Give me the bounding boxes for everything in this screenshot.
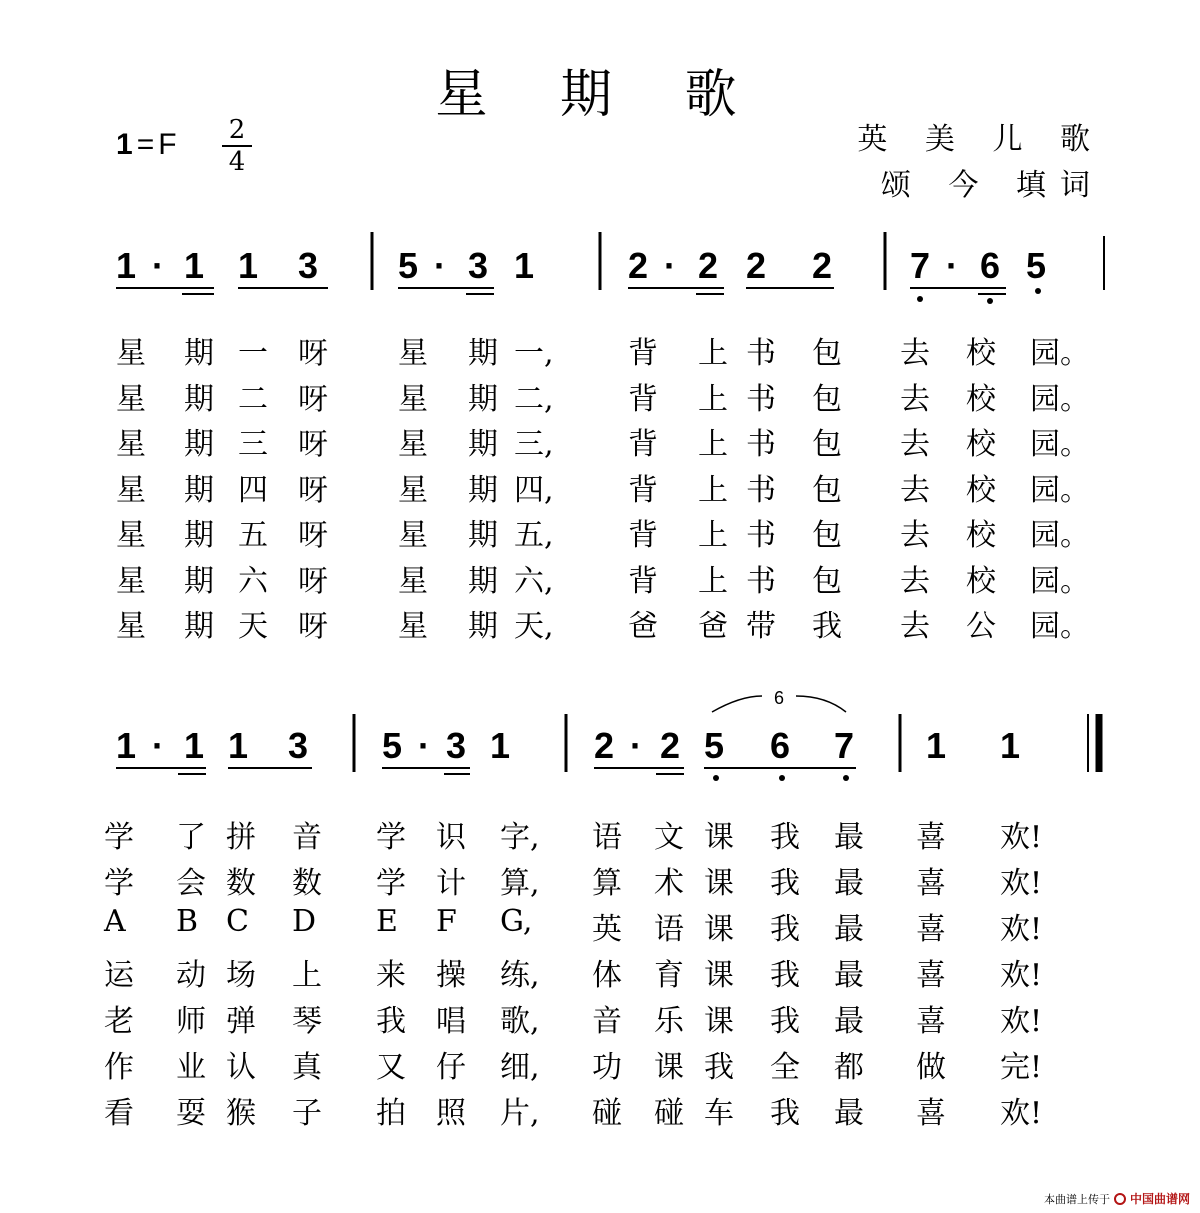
lyric-char: 音 (592, 1004, 622, 1039)
lyric-char: 三 (238, 427, 268, 462)
lyric-char: 语 (592, 820, 622, 855)
site-logo-text: 中国曲谱网 (1129, 1192, 1190, 1206)
lyric-char: 动 (176, 958, 206, 993)
note: 1 (116, 245, 137, 286)
lyric-char: 业 (176, 1050, 206, 1085)
lyric-char: 我 (376, 1004, 406, 1039)
footer (1044, 1190, 1190, 1207)
lyric-char: 喜 (916, 1004, 946, 1039)
lyric-char: 呀 (298, 336, 328, 371)
lyric-char: 子 (292, 1096, 322, 1131)
lyric-char: C (226, 904, 249, 939)
lyric-char: 老 (104, 1004, 134, 1039)
note: 5 (382, 725, 403, 766)
lyric-char: 语 (654, 912, 684, 947)
lyric-char: 期 (184, 609, 214, 644)
tuplet-label: 6 (774, 688, 785, 708)
lyric-char: 喜 (916, 866, 946, 901)
lyric-char: 喜 (916, 820, 946, 855)
lyric-char: 细, (500, 1050, 540, 1085)
lyric-char: 去 (900, 609, 930, 644)
lyric-char: 乐 (654, 1004, 684, 1039)
credit-lyricist: 颂 今 填词 (880, 168, 1104, 203)
lyric-char: 上 (292, 958, 322, 993)
octave-dot (917, 296, 923, 302)
lyric-char: 星 (398, 472, 428, 508)
lyric-char: 包 (812, 472, 842, 508)
lyric-char: 园。 (1030, 472, 1090, 508)
lyric-char: 背 (628, 563, 658, 599)
lyric-char: 包 (812, 336, 842, 371)
lyric-char: 书 (746, 381, 776, 417)
lyric-char: 去 (900, 563, 930, 599)
lyric-char: 书 (746, 336, 776, 371)
lyric-char: 五, (514, 518, 554, 553)
lyric-char: 歌, (500, 1004, 540, 1039)
lyric-char: 四 (238, 472, 268, 508)
lyric-char: 期 (184, 381, 214, 417)
lyric-char: 师 (176, 1004, 206, 1039)
lyric-char: 欢! (1000, 912, 1043, 947)
lyric-char: 呀 (298, 609, 328, 644)
lyric-char: 课 (704, 1004, 734, 1039)
lyric-char: 期 (468, 336, 498, 371)
lyric-char: 二 (238, 381, 268, 417)
lyric-char: 练, (500, 958, 540, 993)
lyric-char: 三, (514, 427, 554, 462)
lyric-char: 课 (704, 820, 734, 855)
lyric-char: 二, (514, 381, 554, 417)
lyric-char: 唱 (436, 1004, 466, 1039)
key-note: F (158, 128, 177, 161)
lyric-char: 书 (746, 518, 776, 553)
lyric-char: 星 (116, 518, 146, 553)
lyric-char: 我 (770, 866, 800, 901)
lyric-char: 喜 (916, 1096, 946, 1131)
lyric-char: 碰 (592, 1096, 622, 1131)
lyric-char: 期 (468, 381, 498, 417)
lyric-char: 课 (704, 912, 734, 947)
lyric-char: 我 (770, 1096, 800, 1131)
lyric-char: 星 (398, 563, 428, 599)
lyric-char: 六, (514, 563, 554, 599)
lyric-char: 车 (704, 1096, 734, 1131)
lyric-char: 呀 (298, 381, 328, 417)
note: 3 (468, 245, 489, 286)
lyric-char: 碰 (654, 1096, 684, 1131)
lyric-char: 我 (770, 820, 800, 855)
note: 6 (980, 245, 1001, 286)
lyric-char: 星 (116, 427, 146, 462)
lyric-char: 学 (376, 820, 406, 855)
lyric-char: 算 (592, 866, 622, 901)
lyric-char: 都 (834, 1050, 864, 1085)
dot-mark: · (152, 245, 164, 286)
lyric-char: 我 (770, 912, 800, 947)
lyric-char: 背 (628, 336, 658, 371)
lyric-char: 课 (654, 1050, 684, 1085)
lyric-char: 学 (104, 866, 134, 901)
lyric-char: 爸 (698, 609, 728, 644)
lyric-char: A (104, 904, 126, 939)
lyric-char: 园。 (1030, 381, 1090, 417)
lyric-char: 书 (746, 472, 776, 508)
lyric-char: 园。 (1030, 563, 1090, 599)
lyric-char: 最 (834, 912, 864, 947)
lyric-char: 操 (436, 958, 466, 993)
tuplet-arc (712, 696, 762, 712)
lyric-char: F (436, 904, 457, 939)
tuplet-arc (796, 696, 846, 712)
note: 2 (660, 725, 681, 766)
lyric-char: 最 (834, 1096, 864, 1131)
lyric-char: 上 (698, 518, 728, 553)
dot-mark: · (630, 725, 642, 766)
lyric-char: 四, (514, 472, 554, 508)
lyric-char: B (176, 904, 199, 939)
lyric-char: 音 (292, 820, 322, 855)
lyric-char: 课 (704, 866, 734, 901)
lyric-char: 仔 (436, 1050, 466, 1085)
time-signature-bottom: 4 (228, 147, 246, 177)
lyric-char: 一, (514, 336, 554, 371)
lyric-char: 星 (398, 427, 428, 462)
lyric-char: 星 (116, 609, 146, 644)
lyric-char: 星 (398, 609, 428, 644)
note: 5 (704, 725, 725, 766)
lyric-char: 认 (226, 1050, 256, 1085)
lyric-char: 背 (628, 518, 658, 553)
lyric-char: 字, (500, 820, 540, 855)
lyric-char: 期 (468, 427, 498, 462)
lyric-char: 星 (398, 518, 428, 553)
lyric-char: 校 (966, 381, 996, 417)
lyric-char: 校 (966, 472, 996, 508)
lyric-char: 功 (592, 1050, 622, 1085)
note: 7 (910, 245, 931, 286)
lyric-char: 校 (966, 427, 996, 462)
lyric-char: 做 (916, 1050, 946, 1085)
lyric-char: 拼 (226, 820, 256, 855)
dot-mark: · (664, 245, 676, 286)
lyric-char: 期 (468, 563, 498, 599)
lyric-char: 园。 (1030, 336, 1090, 371)
lyric-char: 去 (900, 427, 930, 462)
key-signature (116, 128, 177, 162)
lyric-char: 数 (226, 866, 256, 901)
lyric-char: 星 (116, 472, 146, 508)
footer-text: 本曲谱上传于 (1043, 1192, 1110, 1206)
lyric-char: 学 (376, 866, 406, 901)
octave-dot (987, 298, 993, 304)
lyric-char: 背 (628, 427, 658, 462)
lyric-char: 期 (468, 472, 498, 508)
lyric-char: 星 (116, 336, 146, 371)
lyric-char: 最 (834, 1004, 864, 1039)
lyric-char: 一 (238, 336, 268, 371)
lyric-char: D (292, 904, 317, 939)
lyric-char: 我 (704, 1050, 734, 1085)
note: 1 (228, 725, 249, 766)
lyric-char: 校 (966, 518, 996, 553)
lyric-char: 背 (628, 381, 658, 417)
lyric-char: 公 (966, 609, 996, 644)
lyric-char: 计 (436, 866, 466, 901)
lyric-char: 去 (900, 518, 930, 553)
key-equals: = (136, 128, 155, 161)
lyric-char: 书 (746, 427, 776, 462)
lyric-char: 数 (292, 866, 322, 901)
lyric-char: 欢! (1000, 958, 1043, 993)
lyric-char: 期 (184, 563, 214, 599)
lyric-char: 呀 (298, 563, 328, 599)
song-title: 星 期 歌 (435, 65, 765, 125)
note: 2 (628, 245, 649, 286)
lyric-char: 拍 (376, 1096, 406, 1131)
lyric-char: 片, (500, 1096, 540, 1131)
lyric-char: 文 (654, 820, 684, 855)
lyric-char: 真 (292, 1050, 322, 1085)
lyric-char: 包 (812, 563, 842, 599)
note: 1 (184, 245, 205, 286)
lyric-char: 喜 (916, 958, 946, 993)
lyric-char: 天, (514, 609, 554, 644)
lyric-char: 欢! (1000, 820, 1043, 855)
lyric-char: 欢! (1000, 1096, 1043, 1131)
note: 3 (446, 725, 467, 766)
credit-composer: 英 美 儿 歌 (857, 122, 1104, 157)
lyric-char: 了 (176, 820, 206, 855)
octave-dot (1035, 288, 1041, 294)
lyric-char: 术 (654, 866, 684, 901)
note: 2 (594, 725, 615, 766)
site-logo-icon (1114, 1193, 1126, 1205)
note: 2 (698, 245, 719, 286)
lyric-char: 猴 (226, 1096, 256, 1131)
lyric-char: G, (500, 904, 533, 939)
lyric-char: 会 (176, 866, 206, 901)
lyric-char: 包 (812, 381, 842, 417)
lyric-char: 我 (812, 609, 842, 644)
lyric-char: 照 (436, 1096, 466, 1131)
lyric-char: 欢! (1000, 866, 1043, 901)
lyric-char: 书 (746, 563, 776, 599)
lyric-char: 期 (184, 336, 214, 371)
lyric-char: 最 (834, 820, 864, 855)
note: 3 (298, 245, 319, 286)
lyric-char: 作 (104, 1050, 134, 1085)
dot-mark: · (434, 245, 446, 286)
lyric-char: 学 (104, 820, 134, 855)
lyric-char: 星 (116, 381, 146, 417)
note: 7 (834, 725, 855, 766)
note: 1 (490, 725, 511, 766)
lyric-char: 我 (770, 1004, 800, 1039)
key-do: 1 (116, 128, 133, 161)
lyric-char: 带 (746, 609, 776, 644)
note: 1 (1000, 725, 1021, 766)
note: 6 (770, 725, 791, 766)
lyric-char: 园。 (1030, 609, 1090, 644)
lyric-char: 体 (592, 958, 622, 993)
time-signature (222, 116, 252, 176)
note: 5 (1026, 245, 1047, 286)
dot-mark: · (152, 725, 164, 766)
lyric-char: 最 (834, 866, 864, 901)
lyric-char: 六 (238, 563, 268, 599)
lyric-char: 背 (628, 472, 658, 508)
lyric-char: 欢! (1000, 1004, 1043, 1039)
lyric-char: 上 (698, 563, 728, 599)
note: 2 (812, 245, 833, 286)
lyric-char: 上 (698, 336, 728, 371)
lyric-char: 去 (900, 381, 930, 417)
note: 1 (926, 725, 947, 766)
lyric-char: 星 (398, 381, 428, 417)
lyric-char: 期 (468, 518, 498, 553)
lyric-char: 完! (1000, 1050, 1043, 1085)
lyric-char: 星 (398, 336, 428, 371)
note: 2 (746, 245, 767, 286)
lyric-char: 园。 (1030, 427, 1090, 462)
lyric-char: 看 (104, 1096, 134, 1131)
lyric-char: 去 (900, 336, 930, 371)
lyric-char: 识 (436, 820, 466, 855)
lyric-char: 校 (966, 563, 996, 599)
lyric-char: 包 (812, 427, 842, 462)
lyric-char: 天 (238, 609, 268, 644)
lyric-char: 我 (770, 958, 800, 993)
lyric-char: 育 (654, 958, 684, 993)
lyric-char: 呀 (298, 427, 328, 462)
lyric-char: 课 (704, 958, 734, 993)
lyric-char: 上 (698, 427, 728, 462)
lyric-char: 期 (184, 427, 214, 462)
octave-dot (843, 775, 849, 781)
octave-dot (713, 775, 719, 781)
time-signature-top: 2 (228, 115, 246, 145)
lyric-char: 包 (812, 518, 842, 553)
note: 1 (116, 725, 137, 766)
lyric-char: 全 (770, 1050, 800, 1085)
octave-dot (779, 775, 785, 781)
lyric-char: 上 (698, 381, 728, 417)
note: 1 (238, 245, 259, 286)
lyric-char: 耍 (176, 1096, 206, 1131)
lyric-char: 喜 (916, 912, 946, 947)
lyric-char: 呀 (298, 518, 328, 553)
lyric-char: 五 (238, 518, 268, 553)
lyric-char: 场 (226, 958, 256, 993)
lyric-char: 英 (592, 912, 622, 947)
dot-mark: · (418, 725, 430, 766)
lyric-char: 最 (834, 958, 864, 993)
lyric-char: 爸 (628, 609, 658, 644)
dot-mark: · (946, 245, 958, 286)
note: 5 (398, 245, 419, 286)
lyric-char: 琴 (292, 1004, 322, 1039)
lyric-char: 园。 (1030, 518, 1090, 553)
note: 1 (514, 245, 535, 286)
lyric-char: E (376, 904, 398, 939)
lyric-char: 呀 (298, 472, 328, 508)
lyric-char: 期 (184, 472, 214, 508)
lyric-char: 运 (104, 958, 134, 993)
lyric-char: 去 (900, 472, 930, 508)
lyric-char: 期 (184, 518, 214, 553)
lyric-char: 期 (468, 609, 498, 644)
lyric-char: 来 (376, 958, 406, 993)
lyric-char: 弹 (226, 1004, 256, 1039)
lyric-char: 校 (966, 336, 996, 371)
lyric-char: 上 (698, 472, 728, 508)
lyric-char: 又 (376, 1050, 406, 1085)
lyric-char: 算, (500, 866, 540, 901)
lyric-char: 星 (116, 563, 146, 599)
note: 1 (184, 725, 205, 766)
note: 3 (288, 725, 309, 766)
